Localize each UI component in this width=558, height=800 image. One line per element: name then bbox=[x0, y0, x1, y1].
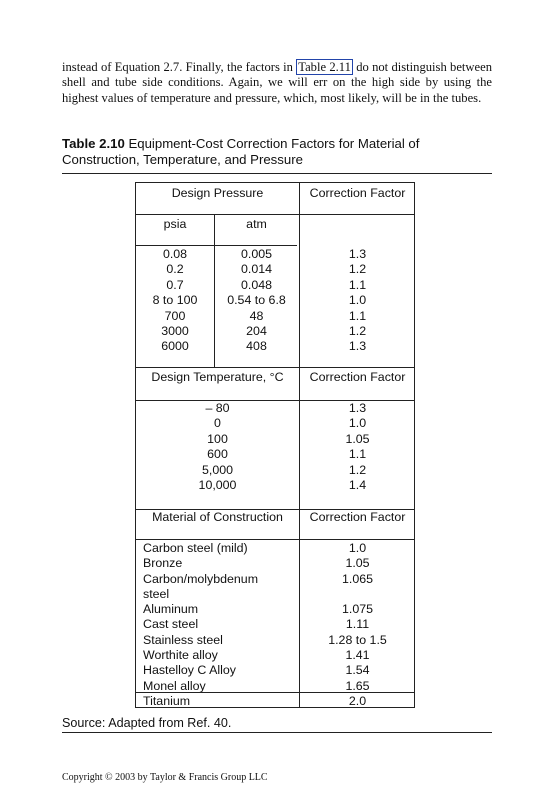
pressure-factor-cell: 1.3 bbox=[348, 247, 367, 261]
psia-cell: 6000 bbox=[161, 339, 189, 354]
temperature-cell: 10,000 bbox=[198, 477, 237, 492]
temperature-header: Design Temperature, °C bbox=[151, 370, 284, 384]
material-factor-cell: 1.075 bbox=[341, 602, 373, 617]
temperature-factor-cell: 1.0 bbox=[348, 416, 367, 431]
table-source-note: Source: Adapted from Ref. 40. bbox=[62, 716, 232, 730]
atm-values bbox=[214, 247, 299, 355]
pressure-factor-header: Correction Factor bbox=[309, 186, 406, 200]
intro-text-after: do not distinguish between shell and tube side conditions. Again, we will err on the high side by using the highest values of temperature and pressure, which, most likely, will be in the tubes. bbox=[62, 60, 492, 105]
correction-factor-table bbox=[135, 182, 415, 708]
table-bottom-rule bbox=[62, 732, 492, 733]
pressure-factor-cell: 1.1 bbox=[348, 277, 367, 292]
material-cell: Stainless steel bbox=[143, 632, 223, 647]
table-label: Table 2.10 bbox=[62, 136, 125, 151]
table-caption bbox=[62, 136, 492, 168]
temperature-factor-cell: 1.3 bbox=[348, 401, 367, 415]
temperature-cell: 5,000 bbox=[201, 462, 233, 477]
temperature-factor-header: Correction Factor bbox=[309, 370, 406, 384]
atm-cell: 0.014 bbox=[240, 262, 272, 277]
material-factor-cell: 1.0 bbox=[348, 541, 367, 555]
material-cell: Carbon steel (mild) bbox=[143, 541, 248, 555]
temperature-cell: 0 bbox=[214, 416, 221, 431]
material-factor-cell: 1.41 bbox=[345, 648, 370, 663]
material-cell: Hastelloy C Alloy bbox=[143, 663, 236, 678]
atm-cell: 0.54 to 6.8 bbox=[227, 293, 286, 308]
temperature-factor-cell: 1.4 bbox=[348, 477, 367, 492]
material-names bbox=[143, 541, 293, 709]
material-cell: Cast steel bbox=[143, 617, 199, 632]
temperature-factor-cell: 1.1 bbox=[348, 447, 367, 462]
temperature-factor-cell: 1.2 bbox=[348, 462, 367, 477]
pressure-header: Design Pressure bbox=[171, 186, 264, 200]
atm-subheader: atm bbox=[246, 217, 267, 231]
temperature-cell: 600 bbox=[207, 447, 228, 462]
temperature-factors bbox=[299, 401, 416, 493]
psia-subheader: psia bbox=[163, 217, 187, 231]
row-divider bbox=[136, 367, 414, 368]
pressure-factor-cell: 1.3 bbox=[348, 339, 367, 354]
atm-cell: 48 bbox=[249, 308, 264, 323]
material-factors bbox=[299, 541, 416, 709]
material-factor-cell: 1.28 to 1.5 bbox=[328, 632, 387, 647]
psia-cell: 0.7 bbox=[166, 277, 184, 292]
pressure-factor-cell: 1.0 bbox=[348, 293, 367, 308]
temperature-cell: 100 bbox=[207, 431, 228, 446]
pressure-factor-cell: 1.1 bbox=[348, 308, 367, 323]
atm-cell: 0.048 bbox=[240, 277, 272, 292]
material-cell: Monel alloy bbox=[143, 678, 206, 693]
pressure-factor-cell: 1.2 bbox=[348, 323, 367, 338]
material-cell: Aluminum bbox=[143, 602, 199, 617]
table-cross-reference[interactable]: Table 2.11 bbox=[298, 60, 351, 74]
material-cell: Titanium bbox=[143, 693, 191, 708]
material-factor-cell: 2.0 bbox=[348, 693, 367, 708]
material-cell: steel bbox=[143, 586, 170, 601]
material-factor-cell: 1.05 bbox=[345, 556, 370, 571]
temperature-cell: – 80 bbox=[205, 401, 230, 415]
material-cell: Worthite alloy bbox=[143, 648, 218, 663]
material-cell: Carbon/molybdenum bbox=[143, 571, 259, 586]
table-caption-text: Equipment-Cost Correction Factors for Material of Construction, Temperature, and Pressure bbox=[62, 136, 420, 167]
intro-paragraph bbox=[62, 60, 492, 106]
pressure-factors bbox=[299, 247, 416, 355]
row-divider bbox=[136, 245, 297, 246]
row-divider bbox=[136, 539, 414, 540]
psia-cell: 8 to 100 bbox=[152, 293, 198, 308]
psia-values bbox=[136, 247, 214, 355]
copyright-footer: Copyright © 2003 by Taylor & Francis Group LLC bbox=[62, 772, 268, 783]
row-divider bbox=[136, 692, 414, 693]
psia-cell: 3000 bbox=[161, 323, 189, 338]
psia-cell: 0.08 bbox=[162, 247, 188, 261]
material-cell: Bronze bbox=[143, 556, 183, 571]
table-top-rule bbox=[62, 173, 492, 174]
material-factor-cell: 1.11 bbox=[345, 617, 370, 632]
atm-cell: 0.005 bbox=[240, 247, 272, 261]
material-factor-cell: 1.54 bbox=[345, 663, 370, 678]
pressure-factor-cell: 1.2 bbox=[348, 262, 367, 277]
material-factor-cell: 1.65 bbox=[345, 678, 370, 693]
material-factor-cell: 1.065 bbox=[341, 571, 373, 586]
material-factor-header: Correction Factor bbox=[309, 510, 406, 524]
temperature-factor-cell: 1.05 bbox=[345, 431, 370, 446]
atm-cell: 408 bbox=[246, 339, 267, 354]
temperature-values bbox=[136, 401, 299, 493]
material-factor-cell bbox=[299, 587, 416, 602]
atm-cell: 204 bbox=[246, 323, 267, 338]
psia-cell: 700 bbox=[164, 308, 186, 323]
material-header: Material of Construction bbox=[152, 510, 283, 524]
row-divider bbox=[136, 214, 414, 215]
psia-cell: 0.2 bbox=[166, 262, 184, 277]
intro-text-before: instead of Equation 2.7. Finally, the factors in bbox=[62, 60, 297, 74]
